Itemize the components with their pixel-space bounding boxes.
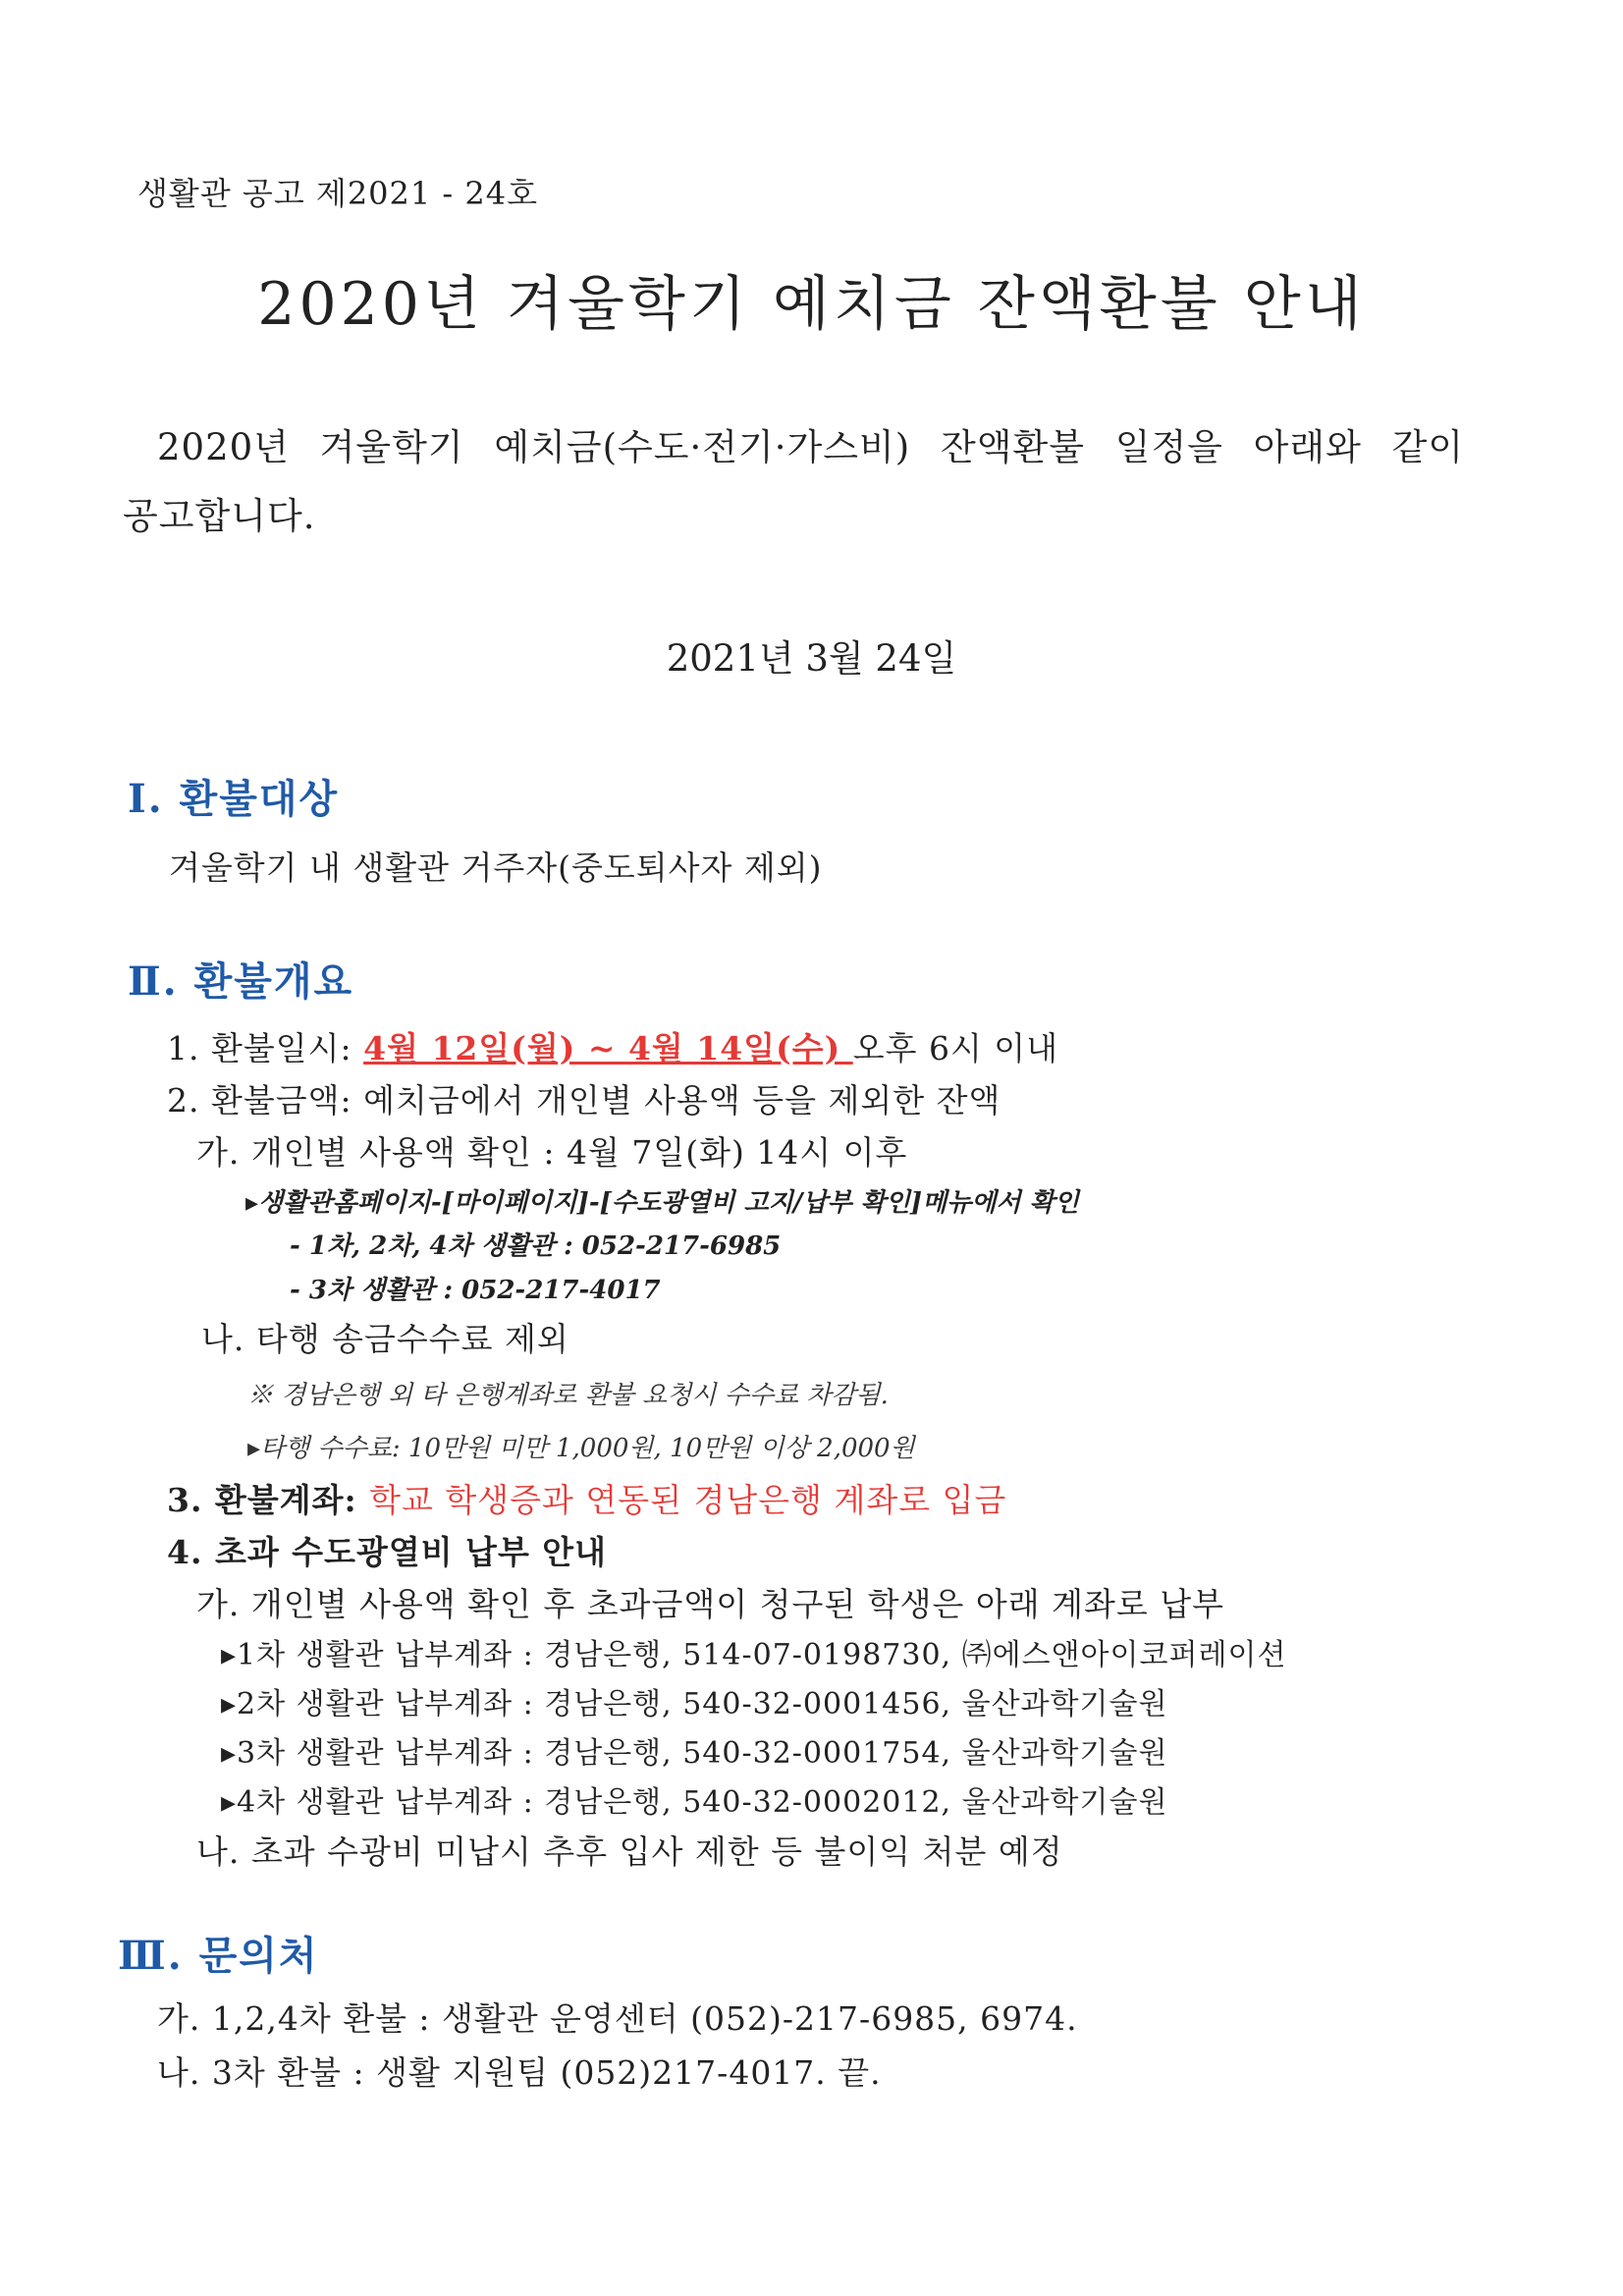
section2-heading: Ⅱ. 환불개요 [128, 958, 354, 1005]
nonpayment-penalty: 나. 초과 수광비 미납시 추후 입사 제한 등 불이익 처분 예정 [196, 1832, 1063, 1871]
intro-text-line2: 공고합니다. [123, 495, 316, 537]
account-2: ▸2차 생활관 납부계좌 : 경남은행, 540-32-0001456, 울산과학기술원 [221, 1687, 1168, 1722]
refund-date-label: 1. 환불일시: [167, 1029, 364, 1067]
contact-2: 나. 3차 환불 : 생활 지원팀 (052)217-4017. 끝. [157, 2053, 882, 2092]
refund-date-rest: 오후 6시 이내 [852, 1029, 1059, 1067]
intro-text-line1: 2020년 겨울학기 예치금(수도·전기·가스비) 잔액환불 일정을 아래와 같이 [157, 426, 1465, 468]
account-1: ▸1차 생활관 납부계좌 : 경남은행, 514-07-0198730, ㈜에스앤아이코퍼레이션 [221, 1638, 1287, 1672]
notice-date: 2021년 3월 24일 [666, 637, 957, 680]
refund-date-value: 4월 12일(월) ~ 4월 14일(수) [363, 1029, 853, 1067]
usage-check-menu-path: ▸생활관홈페이지-[마이페이지]-[수도광열비 고지/납부 확인]메뉴에서 확인 [245, 1188, 1079, 1218]
section1-heading: Ⅰ. 환불대상 [128, 776, 340, 822]
fee-exclusion-line: 나. 타행 송금수수료 제외 [201, 1320, 569, 1358]
refund-account-value: 학교 학생증과 연동된 경남은행 계좌로 입금 [369, 1481, 1007, 1519]
section1-body: 겨울학기 내 생활관 거주자(중도퇴사자 제외) [169, 848, 823, 887]
fee-note: ※ 경남은행 외 타 은행계좌로 환불 요청시 수수료 차감됨. [247, 1381, 889, 1410]
contact-1: 가. 1,2,4차 환불 : 생활관 운영센터 (052)-217-6985, 6974. [157, 1999, 1078, 2038]
notice-number: 생활관 공고 제2021 - 24호 [137, 175, 539, 212]
refund-date-line [167, 1023, 1058, 1069]
excess-payment-heading: 4. 초과 수도광열비 납부 안내 [167, 1533, 608, 1571]
account-3: ▸3차 생활관 납부계좌 : 경남은행, 540-32-0001754, 울산과학기술원 [221, 1736, 1168, 1771]
usage-check-line: 가. 개인별 사용액 확인 : 4월 7일(화) 14시 이후 [196, 1133, 908, 1172]
usage-contact-1: - 1차, 2차, 4차 생활관 : 052-217-6985 [290, 1231, 782, 1261]
page-title: 2020년 겨울학기 예치금 잔액환불 안내 [257, 270, 1366, 339]
usage-contact-2: - 3차 생활관 : 052-217-4017 [290, 1276, 661, 1305]
fee-amounts: ▸타행 수수료: 10만원 미만 1,000원, 10만원 이상 2,000원 [247, 1434, 915, 1463]
account-4: ▸4차 생활관 납부계좌 : 경남은행, 540-32-0002012, 울산과학기술원 [221, 1785, 1168, 1820]
refund-amount-line: 2. 환불금액: 예치금에서 개인별 사용액 등을 제외한 잔액 [167, 1081, 1001, 1120]
refund-account-label: 3. 환불계좌: [167, 1481, 370, 1519]
excess-payment-instruction: 가. 개인별 사용액 확인 후 초과금액이 청구된 학생은 아래 계좌로 납부 [196, 1585, 1224, 1623]
section3-heading: Ⅲ. 문의처 [118, 1933, 319, 1979]
refund-account-line [167, 1475, 1006, 1521]
